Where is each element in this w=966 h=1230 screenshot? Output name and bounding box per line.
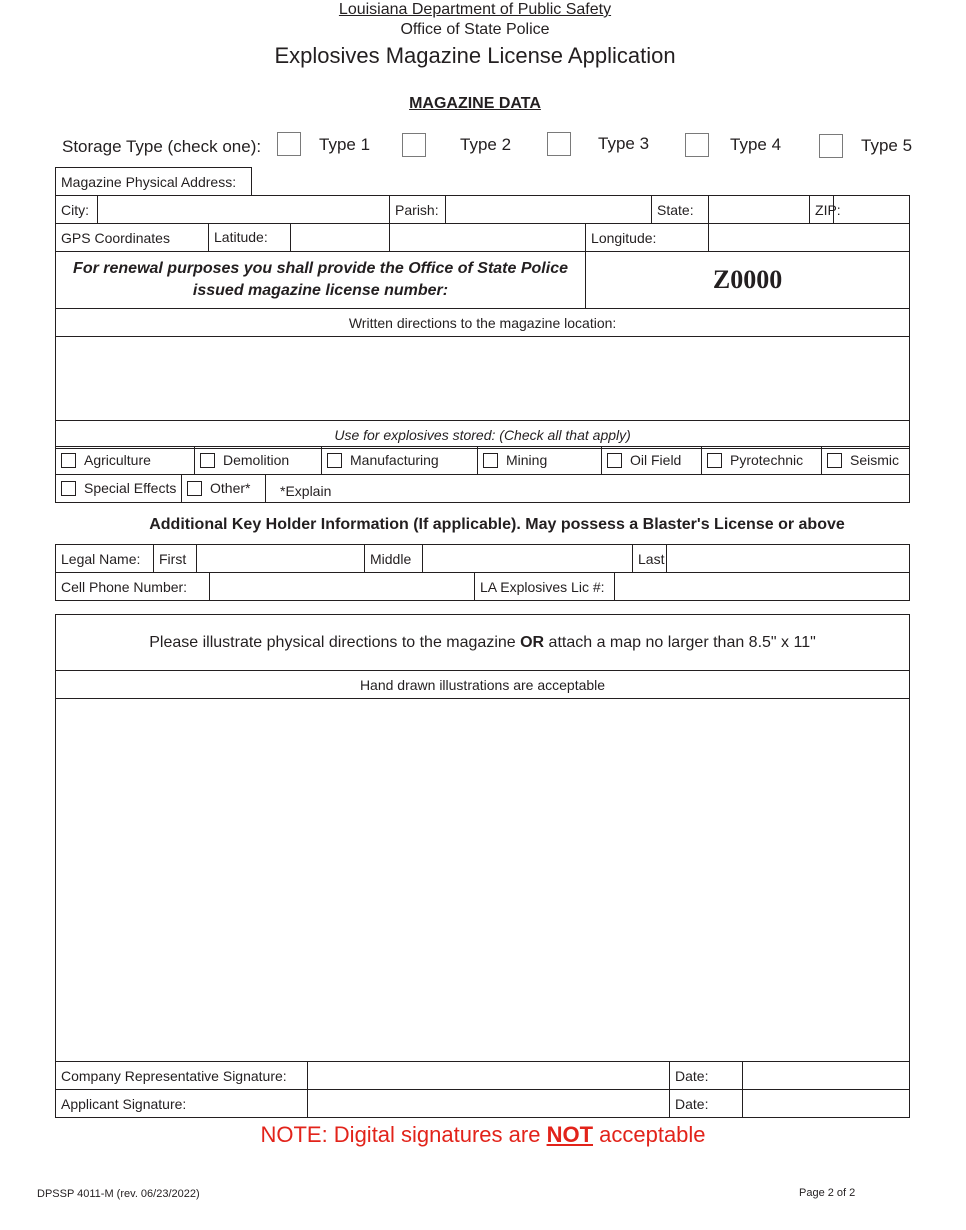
company-date-field[interactable] — [743, 1062, 910, 1090]
type-2-label: Type 2 — [460, 135, 512, 154]
state-field[interactable] — [709, 196, 810, 224]
note-pre: NOTE: Digital signatures are — [260, 1122, 547, 1147]
la-explosives-lic-field[interactable] — [615, 573, 910, 601]
special-effects-label: Special Effects — [84, 480, 177, 497]
form-title: Explosives Magazine License Application — [274, 43, 676, 68]
applicant-date-field[interactable] — [743, 1090, 910, 1118]
use-pyrotechnic[interactable] — [702, 447, 822, 475]
last-label: Last — [633, 545, 667, 573]
first-label: First — [154, 545, 197, 573]
hand-drawn-label: Hand drawn illustrations are acceptable — [56, 671, 910, 699]
other-label: Other* — [210, 480, 251, 497]
mining-label: Mining — [506, 452, 548, 469]
type-3-checkbox[interactable] — [547, 132, 571, 156]
pyrotechnic-label: Pyrotechnic — [730, 452, 804, 469]
use-label: Use for explosives stored: (Check all that apply) — [56, 421, 910, 449]
company-signature-label: Company Representative Signature: — [56, 1062, 308, 1090]
first-name-field[interactable] — [197, 545, 365, 573]
demolition-checkbox[interactable] — [200, 453, 215, 468]
type-2-checkbox[interactable] — [402, 133, 426, 157]
keyholder-table-2 — [55, 572, 910, 601]
use-options-table-2 — [55, 474, 910, 503]
cell-phone-field[interactable] — [210, 573, 475, 601]
use-other[interactable] — [182, 475, 266, 503]
use-oil-field[interactable] — [602, 447, 702, 475]
storage-type-label: Storage Type (check one): — [62, 137, 262, 156]
seismic-checkbox[interactable] — [827, 453, 842, 468]
zip-field[interactable] — [834, 196, 910, 224]
map-instruction-or: OR — [520, 633, 545, 651]
map-instruction-pre: Please illustrate physical directions to the magazine — [149, 633, 521, 651]
type-4-label: Type 4 — [730, 135, 782, 154]
use-manufacturing[interactable] — [322, 447, 478, 475]
gps-coordinates-label: GPS Coordinates — [56, 224, 209, 252]
type-3-label: Type 3 — [598, 134, 650, 153]
explain-field[interactable] — [266, 475, 910, 503]
la-explosives-lic-label: LA Explosives Lic #: — [475, 573, 615, 601]
address-table — [55, 167, 910, 449]
latitude-label: Latitude: — [209, 224, 291, 251]
written-directions-field[interactable] — [56, 337, 910, 421]
department-name: Louisiana Department of Public Safety — [338, 1, 612, 18]
note-not: NOT — [546, 1122, 594, 1147]
middle-name-field[interactable] — [423, 545, 633, 573]
latitude-field-cont[interactable] — [390, 224, 586, 252]
type-5-label: Type 5 — [861, 136, 913, 155]
oil-field-checkbox[interactable] — [607, 453, 622, 468]
keyholder-table — [55, 544, 910, 573]
page-number: Page 2 of 2 — [799, 1187, 856, 1199]
city-field[interactable] — [98, 196, 390, 224]
section-title: MAGAZINE DATA — [409, 95, 541, 112]
license-number[interactable]: Z0000 — [586, 252, 910, 309]
latitude-cell — [209, 224, 390, 252]
manufacturing-label: Manufacturing — [350, 452, 439, 469]
written-directions-label: Written directions to the magazine location: — [56, 309, 910, 337]
other-checkbox[interactable] — [187, 481, 202, 496]
middle-label: Middle — [365, 545, 423, 573]
longitude-field[interactable] — [709, 224, 910, 252]
parish-label: Parish: — [390, 196, 446, 224]
legal-name-label: Legal Name: — [56, 545, 154, 573]
company-date-label: Date: — [670, 1062, 743, 1090]
digital-signature-note — [0, 1122, 966, 1148]
agriculture-label: Agriculture — [84, 452, 151, 469]
storage-type-row — [62, 130, 922, 162]
latitude-field[interactable] — [291, 224, 389, 251]
map-drawing-area[interactable] — [56, 699, 910, 1062]
last-name-field[interactable] — [667, 545, 910, 573]
applicant-signature-label: Applicant Signature: — [56, 1090, 308, 1118]
use-mining[interactable] — [478, 447, 602, 475]
note-post: acceptable — [593, 1122, 706, 1147]
seismic-label: Seismic — [850, 452, 900, 469]
longitude-label: Longitude: — [586, 224, 709, 252]
explain-label: *Explain — [280, 483, 332, 499]
demolition-label: Demolition — [223, 452, 290, 469]
keyholder-title: Additional Key Holder Information (If applicable). May possess a Blaster's License or above — [149, 516, 845, 533]
mining-checkbox[interactable] — [483, 453, 498, 468]
applicant-date-label: Date: — [670, 1090, 743, 1118]
agriculture-checkbox[interactable] — [61, 453, 76, 468]
use-special-effects[interactable] — [56, 475, 182, 503]
type-4-checkbox[interactable] — [685, 133, 709, 157]
parish-field[interactable] — [446, 196, 652, 224]
type-5-checkbox[interactable] — [819, 134, 843, 158]
applicant-signature-field[interactable] — [308, 1090, 670, 1118]
renewal-instruction: For renewal purposes you shall provide the Office of State Police issued magazine license number: — [56, 252, 586, 309]
city-label: City: — [56, 196, 98, 224]
pyrotechnic-checkbox[interactable] — [707, 453, 722, 468]
type-1-label: Type 1 — [319, 135, 371, 154]
physical-address-field[interactable] — [252, 168, 910, 196]
use-agriculture[interactable] — [56, 447, 195, 475]
oil-field-label: Oil Field — [630, 452, 682, 469]
use-seismic[interactable] — [822, 447, 910, 475]
office-name: Office of State Police — [400, 21, 550, 38]
map-instruction — [56, 615, 910, 671]
company-signature-field[interactable] — [308, 1062, 670, 1090]
physical-address-label: Magazine Physical Address: — [56, 168, 252, 196]
use-demolition[interactable] — [195, 447, 322, 475]
map-table — [55, 614, 910, 1118]
special-effects-checkbox[interactable] — [61, 481, 76, 496]
use-options-table — [55, 446, 910, 475]
cell-phone-label: Cell Phone Number: — [56, 573, 210, 601]
form-id: DPSSP 4011-M (rev. 06/23/2022) — [37, 1188, 200, 1200]
type-1-checkbox[interactable] — [277, 132, 301, 156]
manufacturing-checkbox[interactable] — [327, 453, 342, 468]
map-instruction-post: attach a map no larger than 8.5" x 11" — [544, 633, 816, 651]
zip-label: ZIP: — [810, 196, 834, 224]
state-label: State: — [652, 196, 709, 224]
